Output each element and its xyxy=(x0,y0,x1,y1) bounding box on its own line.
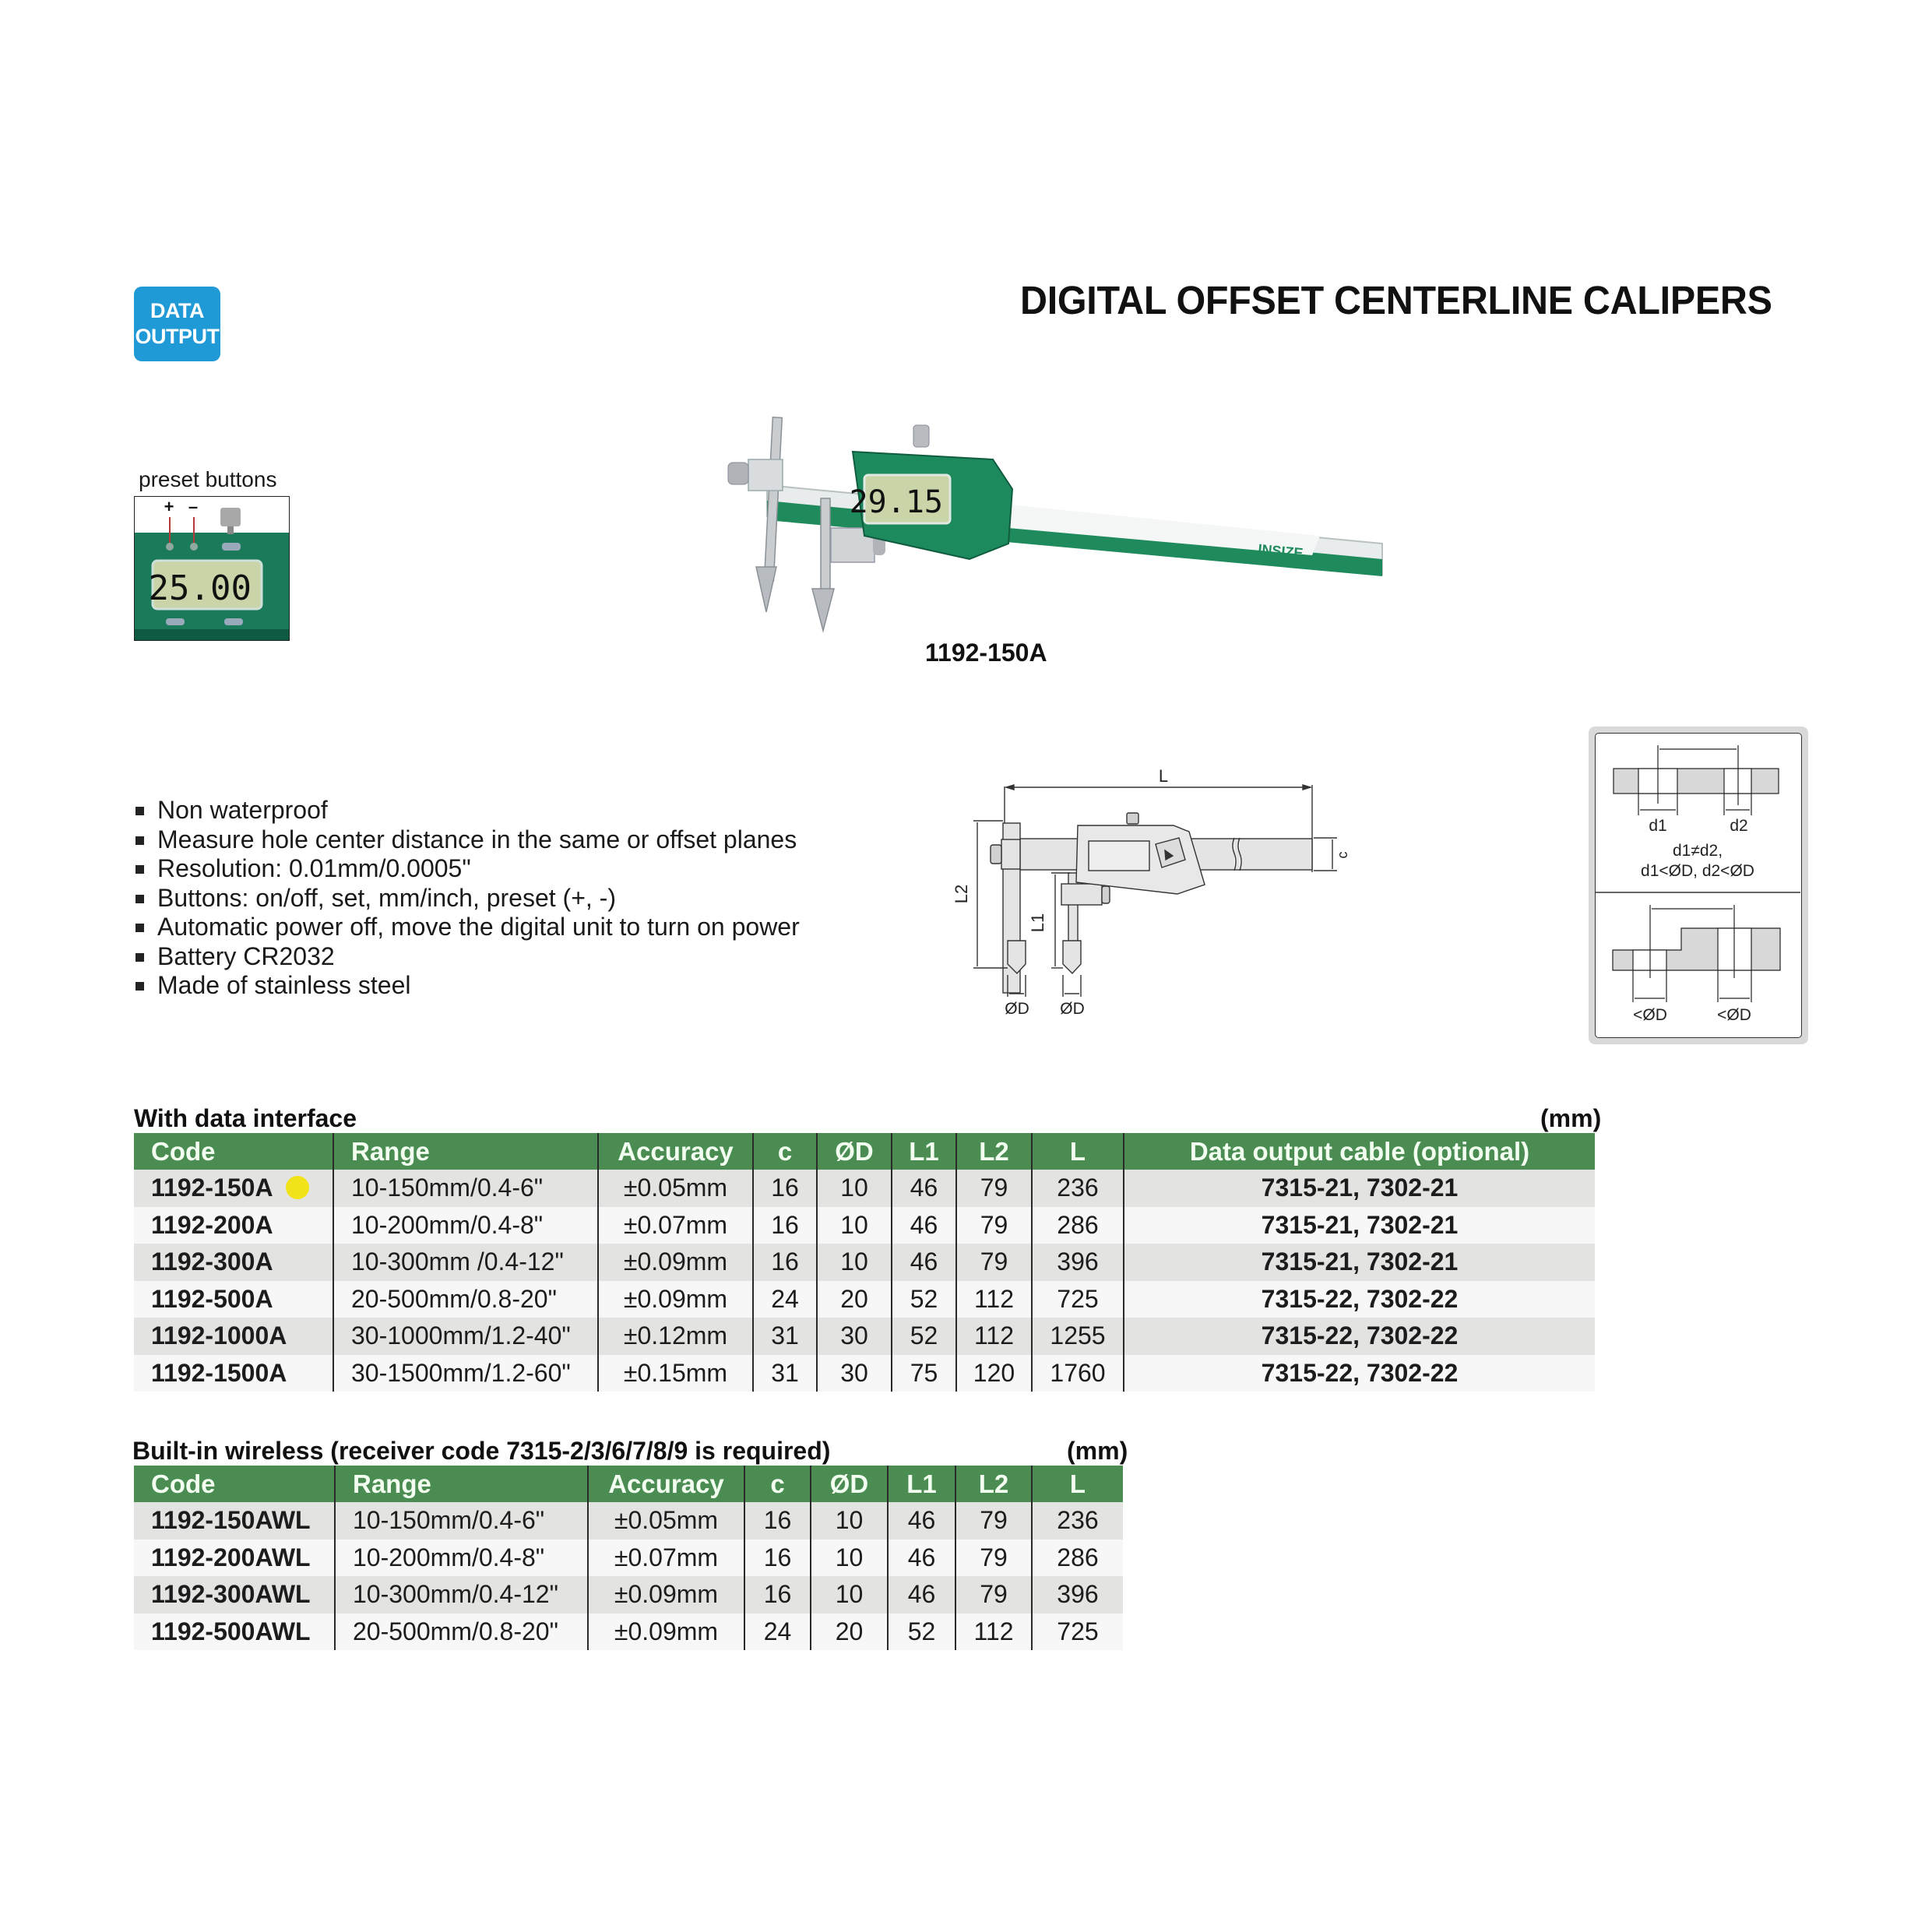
cell-l1: 75 xyxy=(892,1355,956,1392)
cell-l2: 79 xyxy=(955,1502,1032,1540)
table-row xyxy=(134,1318,1595,1355)
column-header-l1: L1 xyxy=(892,1133,956,1170)
cell-l2: 79 xyxy=(955,1540,1032,1577)
cell-c: 24 xyxy=(753,1281,817,1318)
product-photo xyxy=(713,411,1390,637)
column-header-code: Code xyxy=(134,1466,335,1502)
cell-od: 10 xyxy=(811,1540,888,1577)
caliper-display-closeup-icon xyxy=(135,497,289,640)
cell-l1: 46 xyxy=(888,1576,955,1614)
digital-offset-caliper-icon xyxy=(713,411,1390,637)
cell-cable: 7315-22, 7302-22 xyxy=(1124,1318,1595,1355)
wireless-table-title: Built-in wireless (receiver code 7315-2/3/6/7/8/9 is required) xyxy=(132,1437,831,1465)
cell-range: 10-150mm/0.4-6" xyxy=(335,1502,588,1540)
cell-range: 10-200mm/0.4-8" xyxy=(335,1540,588,1577)
cell-od: 20 xyxy=(811,1614,888,1651)
bullet-square-icon xyxy=(135,807,144,815)
column-header-range: Range xyxy=(335,1466,588,1502)
feature-item: Battery CR2032 xyxy=(134,942,800,972)
cell-c: 16 xyxy=(744,1502,811,1540)
column-header-code: Code xyxy=(134,1133,333,1170)
cell-c: 31 xyxy=(753,1318,817,1355)
cell-cable: 7315-22, 7302-22 xyxy=(1124,1355,1595,1392)
table-row xyxy=(134,1207,1595,1244)
cell-c: 16 xyxy=(744,1576,811,1614)
cell-range: 30-1500mm/1.2-60" xyxy=(333,1355,598,1392)
column-header-l: L xyxy=(1032,1133,1124,1170)
cell-l: 725 xyxy=(1032,1281,1124,1318)
table-header-row xyxy=(134,1133,1595,1170)
cell-l1: 46 xyxy=(892,1207,956,1244)
cell-od: 30 xyxy=(817,1355,892,1392)
table-row xyxy=(134,1355,1595,1392)
cell-l1: 52 xyxy=(892,1281,956,1318)
column-header-range: Range xyxy=(333,1133,598,1170)
hole-offset-diagram-icon xyxy=(1596,734,1800,1036)
column-header-accuracy: Accuracy xyxy=(588,1466,744,1502)
cell-range: 20-500mm/0.8-20" xyxy=(333,1281,598,1318)
badge-line-2: OUTPUT xyxy=(135,325,220,348)
cell-code: 1192-1500A xyxy=(134,1355,333,1392)
cell-cable: 7315-21, 7302-21 xyxy=(1124,1244,1595,1281)
badge-line-1: DATA xyxy=(150,299,204,322)
feature-list xyxy=(134,796,800,1001)
bullet-square-icon xyxy=(135,982,144,991)
cell-l: 1255 xyxy=(1032,1318,1124,1355)
cell-l: 236 xyxy=(1032,1170,1124,1207)
data-interface-table-title: With data interface xyxy=(134,1104,357,1132)
cell-code: 1192-200AWL xyxy=(134,1540,335,1577)
svg-text:29.15: 29.15 xyxy=(849,484,943,520)
svg-text:–: – xyxy=(188,497,199,516)
cell-l2: 112 xyxy=(956,1318,1032,1355)
cell-range: 10-300mm /0.4-12" xyxy=(333,1244,598,1281)
cell-l2: 79 xyxy=(956,1244,1032,1281)
cell-cable: 7315-21, 7302-21 xyxy=(1124,1170,1595,1207)
cell-od: 20 xyxy=(817,1281,892,1318)
cell-od: 10 xyxy=(817,1170,892,1207)
cell-od: 10 xyxy=(817,1207,892,1244)
feature-item: Automatic power off, move the digital unit to turn on power xyxy=(134,913,800,942)
column-header-l2: L2 xyxy=(956,1133,1032,1170)
cell-l1: 46 xyxy=(892,1244,956,1281)
dimension-drawing xyxy=(952,763,1388,1028)
svg-text:L2: L2 xyxy=(952,884,971,904)
cell-l: 236 xyxy=(1032,1502,1123,1540)
cell-l2: 79 xyxy=(956,1207,1032,1244)
cell-range: 30-1000mm/1.2-40" xyxy=(333,1318,598,1355)
svg-text:25.00: 25.00 xyxy=(148,568,252,608)
cell-range: 10-200mm/0.4-8" xyxy=(333,1207,598,1244)
cell-code: 1192-300AWL xyxy=(134,1576,335,1614)
cell-od: 10 xyxy=(817,1244,892,1281)
svg-text:<ØD: <ØD xyxy=(1633,1006,1667,1024)
cell-accuracy: ±0.05mm xyxy=(598,1170,753,1207)
svg-text:d2: d2 xyxy=(1730,817,1748,835)
cell-accuracy: ±0.07mm xyxy=(598,1207,753,1244)
preset-buttons-photo xyxy=(134,496,290,641)
page-title: DIGITAL OFFSET CENTERLINE CALIPERS xyxy=(1020,278,1772,322)
cell-range: 10-300mm/0.4-12" xyxy=(335,1576,588,1614)
cell-l: 1760 xyxy=(1032,1355,1124,1392)
cell-l2: 112 xyxy=(955,1614,1032,1651)
cell-cable: 7315-22, 7302-22 xyxy=(1124,1281,1595,1318)
cell-l2: 112 xyxy=(956,1281,1032,1318)
cell-range: 10-150mm/0.4-6" xyxy=(333,1170,598,1207)
table-row xyxy=(134,1281,1595,1318)
bullet-square-icon xyxy=(135,836,144,845)
column-header-c: c xyxy=(753,1133,817,1170)
column-header-c: c xyxy=(744,1466,811,1502)
cell-l1: 46 xyxy=(888,1502,955,1540)
svg-text:L1: L1 xyxy=(1028,913,1047,933)
cell-c: 16 xyxy=(753,1170,817,1207)
cell-accuracy: ±0.09mm xyxy=(598,1244,753,1281)
cell-l2: 79 xyxy=(955,1576,1032,1614)
data-interface-unit: (mm) xyxy=(1540,1104,1602,1132)
table-row xyxy=(134,1540,1123,1577)
cell-code: 1192-150A xyxy=(134,1170,333,1207)
svg-text:ØD: ØD xyxy=(1060,1000,1085,1018)
column-header-od: ØD xyxy=(817,1133,892,1170)
cell-code: 1192-150AWL xyxy=(134,1502,335,1540)
column-header-accuracy: Accuracy xyxy=(598,1133,753,1170)
cell-accuracy: ±0.15mm xyxy=(598,1355,753,1392)
cell-code: 1192-500AWL xyxy=(134,1614,335,1651)
cell-l: 286 xyxy=(1032,1540,1123,1577)
cell-l: 396 xyxy=(1032,1576,1123,1614)
cell-accuracy: ±0.12mm xyxy=(598,1318,753,1355)
cell-c: 16 xyxy=(753,1244,817,1281)
table-row xyxy=(134,1614,1123,1651)
product-model-caption: 1192-150A xyxy=(925,639,1047,667)
cell-l2: 79 xyxy=(956,1170,1032,1207)
cell-accuracy: ±0.07mm xyxy=(588,1540,744,1577)
feature-item: Made of stainless steel xyxy=(134,971,800,1001)
cell-l2: 120 xyxy=(956,1355,1032,1392)
svg-text:ØD: ØD xyxy=(1005,1000,1029,1018)
cell-od: 10 xyxy=(811,1502,888,1540)
table-header-row xyxy=(134,1466,1123,1502)
column-header-l1: L1 xyxy=(888,1466,955,1502)
cell-l: 725 xyxy=(1032,1614,1123,1651)
wireless-unit: (mm) xyxy=(1067,1437,1128,1465)
cell-l1: 46 xyxy=(888,1540,955,1577)
cell-code: 1192-200A xyxy=(134,1207,333,1244)
data-interface-spec-table xyxy=(134,1133,1595,1392)
cell-accuracy: ±0.09mm xyxy=(588,1614,744,1651)
table-row xyxy=(134,1502,1123,1540)
cell-code: 1192-300A xyxy=(134,1244,333,1281)
cell-od: 30 xyxy=(817,1318,892,1355)
feature-item: Resolution: 0.01mm/0.0005" xyxy=(134,854,800,884)
cell-code: 1192-500A xyxy=(134,1281,333,1318)
column-header-l2: L2 xyxy=(955,1466,1032,1502)
svg-text:d1: d1 xyxy=(1649,817,1667,835)
cell-c: 16 xyxy=(753,1207,817,1244)
preset-buttons-label: preset buttons xyxy=(139,467,277,491)
cell-accuracy: ±0.09mm xyxy=(588,1576,744,1614)
feature-item: Buttons: on/off, set, mm/inch, preset (+, -) xyxy=(134,884,800,913)
hole-measurement-diagram xyxy=(1589,727,1808,1044)
cell-l1: 52 xyxy=(888,1614,955,1651)
highlight-dot-icon xyxy=(286,1176,309,1199)
caliper-dimension-drawing-icon xyxy=(952,763,1388,1028)
bullet-square-icon xyxy=(135,865,144,874)
svg-text:<ØD: <ØD xyxy=(1717,1006,1751,1024)
cell-od: 10 xyxy=(811,1576,888,1614)
feature-item: Measure hole center distance in the same or offset planes xyxy=(134,825,800,855)
table-row xyxy=(134,1244,1595,1281)
table-row xyxy=(134,1576,1123,1614)
bullet-square-icon xyxy=(135,953,144,962)
cell-cable: 7315-21, 7302-21 xyxy=(1124,1207,1595,1244)
table-row xyxy=(134,1170,1595,1207)
cell-code: 1192-1000A xyxy=(134,1318,333,1355)
bullet-square-icon xyxy=(135,924,144,932)
cell-l1: 46 xyxy=(892,1170,956,1207)
cell-l1: 52 xyxy=(892,1318,956,1355)
cell-c: 16 xyxy=(744,1540,811,1577)
column-header-l: L xyxy=(1032,1466,1123,1502)
cell-accuracy: ±0.09mm xyxy=(598,1281,753,1318)
column-header-od: ØD xyxy=(811,1466,888,1502)
svg-text:d1≠d2,: d1≠d2, xyxy=(1672,842,1723,860)
bullet-square-icon xyxy=(135,895,144,903)
cell-range: 20-500mm/0.8-20" xyxy=(335,1614,588,1651)
cell-l: 286 xyxy=(1032,1207,1124,1244)
cell-l: 396 xyxy=(1032,1244,1124,1281)
cell-c: 24 xyxy=(744,1614,811,1651)
data-output-badge xyxy=(134,287,220,361)
svg-text:d1<ØD, d2<ØD: d1<ØD, d2<ØD xyxy=(1641,862,1754,880)
cell-c: 31 xyxy=(753,1355,817,1392)
svg-text:INSIZE: INSIZE xyxy=(1257,541,1304,561)
svg-text:c: c xyxy=(1335,851,1350,859)
feature-item: Non waterproof xyxy=(134,796,800,825)
wireless-spec-table xyxy=(134,1466,1123,1650)
column-header-cable: Data output cable (optional) xyxy=(1124,1133,1595,1170)
svg-text:+: + xyxy=(164,497,174,516)
svg-text:L: L xyxy=(1158,766,1169,786)
cell-accuracy: ±0.05mm xyxy=(588,1502,744,1540)
